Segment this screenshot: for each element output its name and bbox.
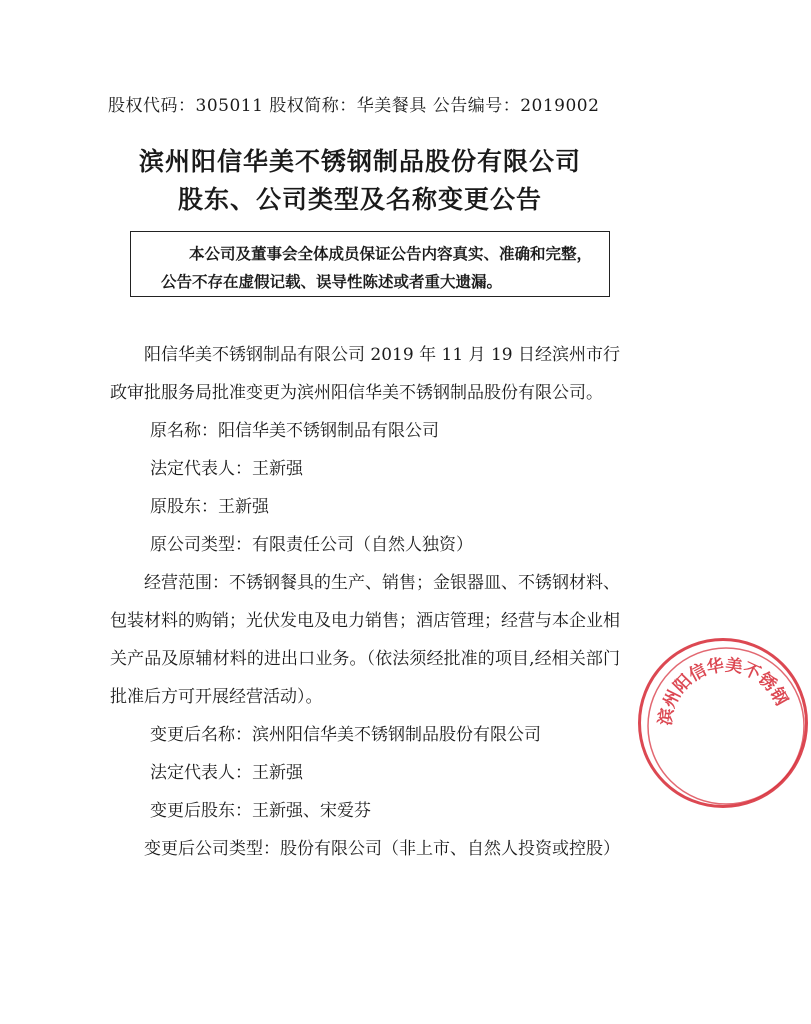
new-shareholders: 变更后股东：王新强、宋爱芬 <box>150 801 371 821</box>
page-subtitle: 股东、公司类型及名称变更公告 <box>177 185 542 214</box>
new-company-name: 变更后名称：滨州阳信华美不锈钢制品股份有限公司 <box>150 725 541 745</box>
declaration-box <box>130 231 610 297</box>
original-shareholder: 原股东：王新强 <box>150 497 269 517</box>
new-legal-representative: 法定代表人：王新强 <box>150 763 303 783</box>
business-scope: 经营范围：不锈钢餐具的生产、销售；金银器皿、不锈钢材料、包装材料的购销；光伏发电及电力销售；酒店管理；经营与本企业相关产品及原辅材料的进出口业务。（依法须经批准的项目,经相关部门批准后方可开展经营活动）。 <box>110 573 620 707</box>
new-company-type: 变更后公司类型：股份有限公司（非上市、自然人投资或控股） <box>144 839 620 859</box>
announcement-body <box>110 336 620 868</box>
seal-graphic <box>641 641 811 811</box>
svg-text:滨州阳信华美不锈钢: 滨州阳信华美不锈钢 <box>655 655 792 727</box>
legal-representative: 法定代表人：王新强 <box>150 459 303 479</box>
announcement-codes: 股权代码：305011 股权简称：华美餐具 公告编号：2019002 <box>108 96 600 116</box>
original-company-type: 原公司类型：有限责任公司（自然人独资） <box>150 535 473 555</box>
page-title: 滨州阳信华美不锈钢制品股份有限公司 <box>138 147 581 176</box>
original-name: 原名称：阳信华美不锈钢制品有限公司 <box>150 421 439 441</box>
intro-paragraph: 阳信华美不锈钢制品有限公司 2019 年 11 月 19 日经滨州市行政审批服务局批准变更为滨州阳信华美不锈钢制品股份有限公司。 <box>110 345 620 403</box>
company-seal-stamp <box>638 638 808 808</box>
declaration-text: 本公司及董事会全体成员保证公告内容真实、准确和完整，公告不存在虚假记载、误导性陈述或者重大遗漏。 <box>161 245 593 291</box>
